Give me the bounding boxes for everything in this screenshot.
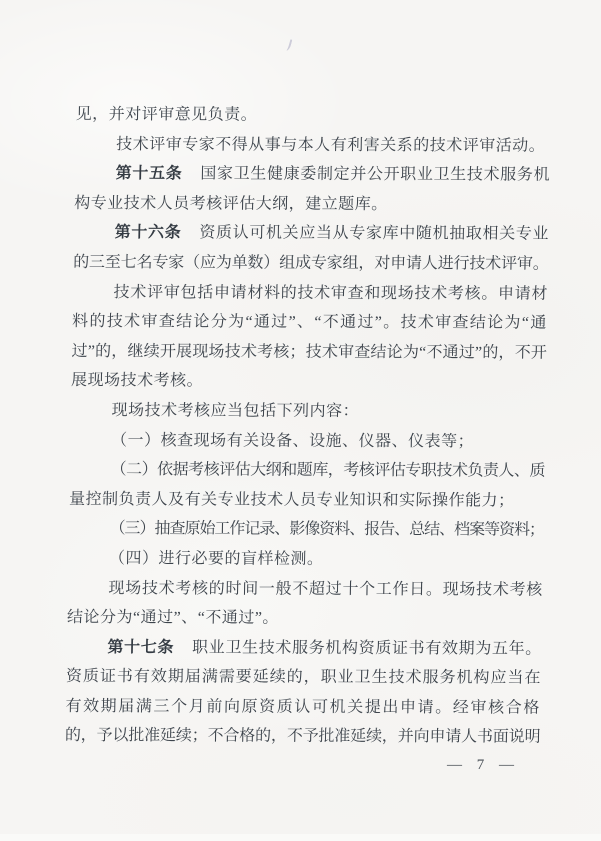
text-line-content: （四）进行必要的盲样检测。 xyxy=(108,550,324,568)
text-line-content: 第十七条 职业卫生技术服务机构资质证书有效期为五年。 xyxy=(107,638,543,658)
text-line-content: 第十五条 国家卫生健康委制定并公开职业卫生技术服务机 xyxy=(115,165,551,184)
text-line-content: 资质证书有效期届满需要延续的，职业卫生技术服务机构应当在 xyxy=(65,668,542,687)
text-line xyxy=(66,633,543,664)
text-line-content: 的三至七名专家（应为单数）组成专家组，对申请人进行技术评审。 xyxy=(73,253,549,273)
paper-bottom-edge xyxy=(0,834,601,841)
text-line-content: 第十六条 资质认可机关应当从专家库中随机抽取相关专业 xyxy=(114,224,550,244)
stray-scan-mark xyxy=(285,39,293,52)
text-line xyxy=(68,514,545,545)
text-line-content: 现场技术考核应当包括下列内容： xyxy=(111,402,360,420)
text-line-content: 有效期届满三个月前向原资质认可机关提出申请。经审核合格 xyxy=(65,697,542,717)
text-line xyxy=(67,573,544,604)
text-line xyxy=(70,426,547,457)
article-number: 第十七条 xyxy=(107,638,175,657)
text-line-content: 技术评审专家不得从事与本人有利害关系的技术评审活动。 xyxy=(116,135,546,155)
article-number: 第十六条 xyxy=(114,224,182,242)
text-line-content: 技术评审包括申请材料的技术审查和现场技术考核。申请材 xyxy=(113,283,549,303)
document-body xyxy=(65,100,552,753)
article-number: 第十五条 xyxy=(115,165,183,183)
text-line-content: 结论分为“通过”、“不通过”。 xyxy=(66,609,280,627)
text-line xyxy=(65,692,542,723)
text-line xyxy=(70,396,547,427)
text-line-content: （一）核查现场有关设备、设施、仪器、仪表等； xyxy=(110,431,475,450)
text-line-content: 料的技术审查结论分为“通过”、“不通过”。技术审查结论为“通 xyxy=(71,313,548,332)
text-line-content: 量控制负责人及有关专业技术人员专业知识和实际操作能力； xyxy=(68,490,515,510)
text-line xyxy=(71,337,548,368)
text-line xyxy=(72,278,549,309)
text-line xyxy=(72,307,549,338)
text-line xyxy=(68,544,545,575)
text-line xyxy=(73,248,550,279)
text-line-content: 见，并对评审意见负责。 xyxy=(75,105,258,124)
page-number: — 7 — xyxy=(447,757,517,773)
text-line-content: 构专业技术人员考核评估大纲，建立题库。 xyxy=(74,194,388,213)
text-line xyxy=(67,603,544,634)
text-line xyxy=(74,159,551,190)
text-line-content: 过”的，继续开展现场技术考核；技术审查结论为“不通过”的，不开 xyxy=(71,342,548,362)
text-line xyxy=(75,130,552,161)
text-line xyxy=(73,218,550,249)
text-line xyxy=(71,366,548,397)
text-line-content: 展现场技术考核。 xyxy=(70,372,204,390)
text-line xyxy=(74,189,551,220)
text-line xyxy=(75,100,552,131)
text-line xyxy=(65,721,542,752)
text-line-content: 现场技术考核的时间一般不超过十个工作日。现场技术考核 xyxy=(108,579,544,599)
text-line xyxy=(66,662,543,693)
text-line xyxy=(69,455,546,486)
text-line-content: 的，予以批准延续；不合格的，不予批准延续，并向申请人书面说明 xyxy=(64,727,541,747)
text-line-content: （三）抽查原始工作记录、影像资料、报告、总结、档案等资料； xyxy=(109,520,545,539)
text-line xyxy=(69,485,546,516)
text-line-content: （二）依据考核评估大纲和题库，考核评估专职技术负责人、质 xyxy=(110,461,546,480)
